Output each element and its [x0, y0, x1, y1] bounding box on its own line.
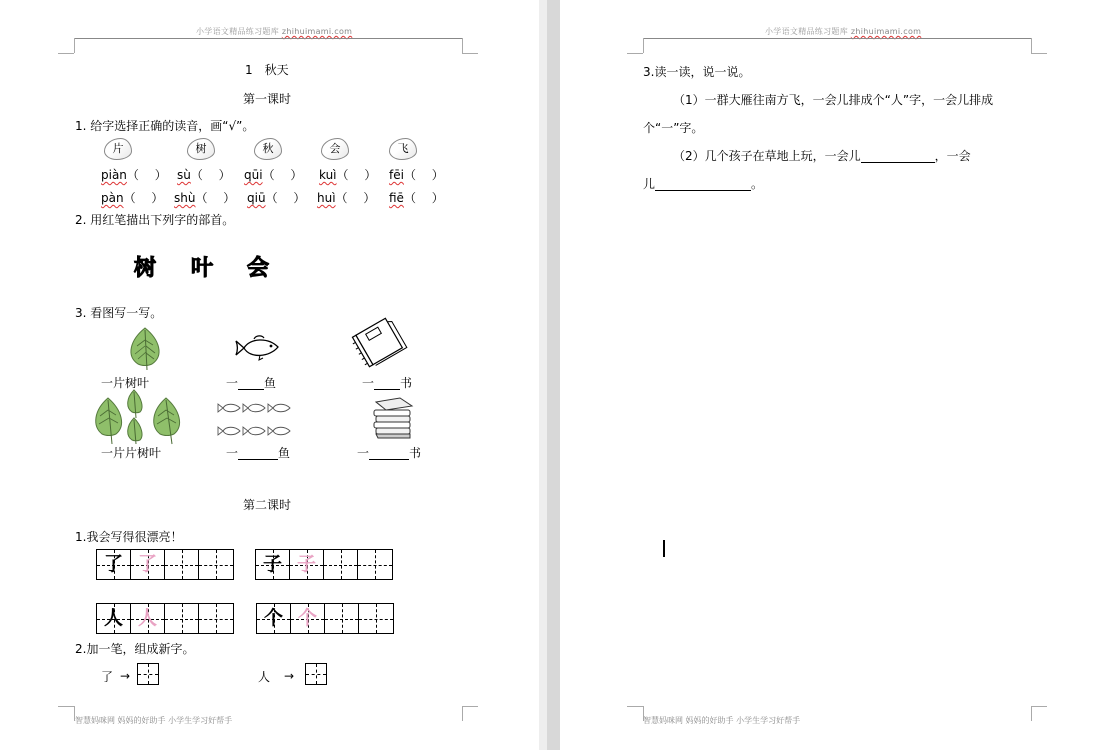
pinyin-option[interactable] [244, 166, 302, 183]
trace-char: 子 [296, 553, 316, 575]
question-2-prompt: 2. 用红笔描出下列字的部首。 [75, 213, 235, 227]
caption-one-leaf: 一片树叶 [101, 376, 150, 390]
pinyin-text: sù [177, 168, 191, 182]
grid-cell[interactable] [290, 550, 324, 579]
answer-paren[interactable]: （ ） [335, 191, 376, 205]
section-title-lesson-2: 第二课时 [243, 498, 292, 512]
reading-line-2 [673, 149, 971, 163]
answer-paren[interactable]: （ ） [336, 168, 377, 182]
grid-cell[interactable] [257, 604, 291, 633]
margin-corner-mark [462, 706, 478, 707]
grid-cell[interactable] [199, 550, 233, 579]
pinyin-option[interactable] [101, 189, 163, 206]
pinyin-option[interactable] [247, 189, 305, 206]
caption-prefix: 一 [362, 376, 375, 390]
answer-paren[interactable]: （ ） [403, 191, 444, 205]
writing-question-1-prompt: 1.我会写得很漂亮！ [75, 530, 183, 544]
trace-char: 个 [297, 607, 317, 629]
grid-cell[interactable] [165, 550, 199, 579]
fill-in-blank[interactable] [655, 179, 751, 191]
fish-group-icon [218, 400, 294, 442]
answer-paren[interactable]: （ ） [126, 168, 167, 182]
margin-corner-mark [462, 706, 463, 721]
margin-corner-mark [462, 53, 478, 54]
question-3-prompt: 3.读一读，说一说。 [643, 65, 751, 79]
book-icon [352, 316, 408, 366]
trace-char: 了 [137, 553, 157, 575]
margin-corner-mark [1031, 706, 1032, 721]
pinyin-text: kuì [319, 168, 337, 182]
arrow-right-icon: → [284, 669, 295, 683]
margin-corner-mark [1031, 706, 1047, 707]
books-stack-icon [370, 396, 414, 440]
grid-cell[interactable] [358, 550, 392, 579]
caption-fish-fill [226, 446, 290, 460]
writing-question-2-prompt: 2.加一笔，组成新字。 [75, 642, 195, 656]
fill-in-blank[interactable] [861, 151, 935, 163]
answer-box[interactable] [137, 663, 159, 685]
sentence-text: （2）几个孩子在草地上玩，一会儿 [673, 149, 861, 163]
leaf-badge-char: 树 [187, 138, 215, 160]
arrow-right-icon: → [120, 669, 131, 683]
grid-cell[interactable] [131, 604, 165, 633]
margin-corner-mark [58, 706, 74, 707]
pinyin-text: qūi [244, 168, 263, 182]
margin-corner-mark [1031, 38, 1032, 53]
sentence-text: 儿 [643, 177, 656, 191]
leaf-badge-char: 飞 [389, 138, 417, 160]
fill-in-blank[interactable] [374, 378, 400, 390]
reading-line-3 [643, 177, 763, 191]
grid-cell[interactable] [256, 550, 290, 579]
header-rule [643, 38, 1032, 39]
model-char: 个 [263, 607, 283, 629]
grid-cell[interactable] [165, 604, 199, 633]
page-separator [547, 0, 560, 750]
document-page-2[interactable] [560, 0, 1099, 750]
pinyin-text: shù [174, 191, 196, 205]
lesson-title: 1 秋天 [245, 63, 289, 77]
header-site-url: zhihuimami.com [281, 27, 353, 36]
pinyin-option[interactable] [177, 166, 231, 183]
add-stroke-source-char: 了 [101, 670, 114, 684]
answer-paren[interactable]: （ ） [265, 191, 306, 205]
caption-fish-fill [226, 376, 276, 390]
margin-corner-mark [627, 706, 643, 707]
writing-grid[interactable] [256, 603, 394, 634]
pinyin-text: fiē [389, 191, 404, 205]
fill-in-blank[interactable] [238, 448, 278, 460]
caption-books-fill [357, 446, 421, 460]
page-header [765, 26, 921, 37]
grid-cell[interactable] [97, 550, 131, 579]
outline-char: 会 [247, 256, 270, 281]
pinyin-text: pàn [101, 191, 124, 205]
question-3-prompt: 3. 看图写一写。 [75, 306, 163, 320]
leaf-icon [126, 326, 164, 372]
fill-in-blank[interactable] [238, 378, 264, 390]
margin-corner-mark [58, 53, 74, 54]
writing-grid[interactable] [255, 549, 393, 580]
page-footer: 智慧妈咪网 妈妈的好助手 小学生学习好帮手 [643, 716, 801, 725]
answer-paren[interactable]: （ ） [195, 191, 236, 205]
grid-cell[interactable] [199, 604, 233, 633]
pinyin-option[interactable] [101, 166, 167, 183]
leaf-badge-char: 会 [321, 138, 349, 160]
sentence-text: ，一会 [934, 149, 971, 163]
pinyin-option[interactable] [317, 189, 375, 206]
pinyin-option[interactable] [174, 189, 235, 206]
pinyin-text: piàn [101, 168, 127, 182]
page-gap [539, 0, 547, 750]
model-char: 了 [103, 553, 123, 575]
margin-corner-mark [74, 38, 75, 53]
outline-char: 叶 [191, 256, 214, 281]
page-header [196, 26, 352, 37]
model-char: 子 [262, 553, 282, 575]
caption-suffix: 书 [409, 446, 422, 460]
grid-cell[interactable] [131, 550, 165, 579]
pinyin-text: fēi [389, 168, 404, 182]
sentence-text: 。 [751, 177, 764, 191]
add-stroke-source-char: 人 [258, 670, 271, 684]
margin-corner-mark [462, 38, 463, 53]
caption-suffix: 鱼 [264, 376, 277, 390]
fish-icon [234, 333, 280, 363]
caption-prefix: 一 [226, 446, 239, 460]
pinyin-text: qiū [247, 191, 266, 205]
pinyin-text: huì [317, 191, 336, 205]
grid-cell[interactable] [359, 604, 393, 633]
answer-paren[interactable]: （ ） [123, 191, 164, 205]
writing-grid[interactable] [96, 549, 234, 580]
answer-box[interactable] [305, 663, 327, 685]
caption-prefix: 一 [226, 376, 239, 390]
reading-line-1-cont: 个“一”字。 [643, 121, 704, 135]
margin-corner-mark [1031, 53, 1047, 54]
leaves-group-icon [92, 390, 188, 444]
margin-corner-mark [643, 38, 644, 53]
caption-suffix: 书 [400, 376, 413, 390]
document-page-1[interactable] [0, 0, 539, 750]
page-footer: 智慧妈咪网 妈妈的好助手 小学生学习好帮手 [75, 716, 233, 725]
caption-book-fill [362, 376, 412, 390]
answer-paren[interactable]: （ ） [262, 168, 303, 182]
grid-cell[interactable] [324, 550, 358, 579]
answer-paren[interactable]: （ ） [403, 168, 444, 182]
grid-cell[interactable] [325, 604, 359, 633]
pinyin-option[interactable] [389, 166, 444, 183]
reading-line-1: （1）一群大雁往南方飞，一会儿排成个“人”字，一会儿排成 [673, 93, 994, 107]
answer-paren[interactable]: （ ） [190, 168, 231, 182]
outline-char: 树 [134, 256, 157, 281]
leaf-badge-char: 片 [104, 138, 132, 160]
header-site-name: 小学语文精品练习题库 [196, 27, 279, 36]
fill-in-blank[interactable] [369, 448, 409, 460]
header-site-name: 小学语文精品练习题库 [765, 27, 848, 36]
trace-char: 人 [137, 607, 157, 629]
caption-prefix: 一 [357, 446, 370, 460]
caption-many-leaves: 一片片树叶 [101, 446, 162, 460]
margin-corner-mark [627, 53, 643, 54]
caption-suffix: 鱼 [278, 446, 291, 460]
pinyin-option[interactable] [319, 166, 376, 183]
leaf-badge-char: 秋 [254, 138, 282, 160]
question-1-prompt: 1. 给字选择正确的读音，画“√”。 [75, 119, 255, 133]
header-rule [74, 38, 463, 39]
text-cursor [663, 540, 665, 557]
section-title-lesson-1: 第一课时 [243, 92, 292, 106]
model-char: 人 [103, 607, 123, 629]
grid-cell[interactable] [97, 604, 131, 633]
header-site-url: zhihuimami.com [850, 27, 922, 36]
grid-cell[interactable] [291, 604, 325, 633]
writing-grid[interactable] [96, 603, 234, 634]
pinyin-option[interactable] [389, 189, 444, 206]
